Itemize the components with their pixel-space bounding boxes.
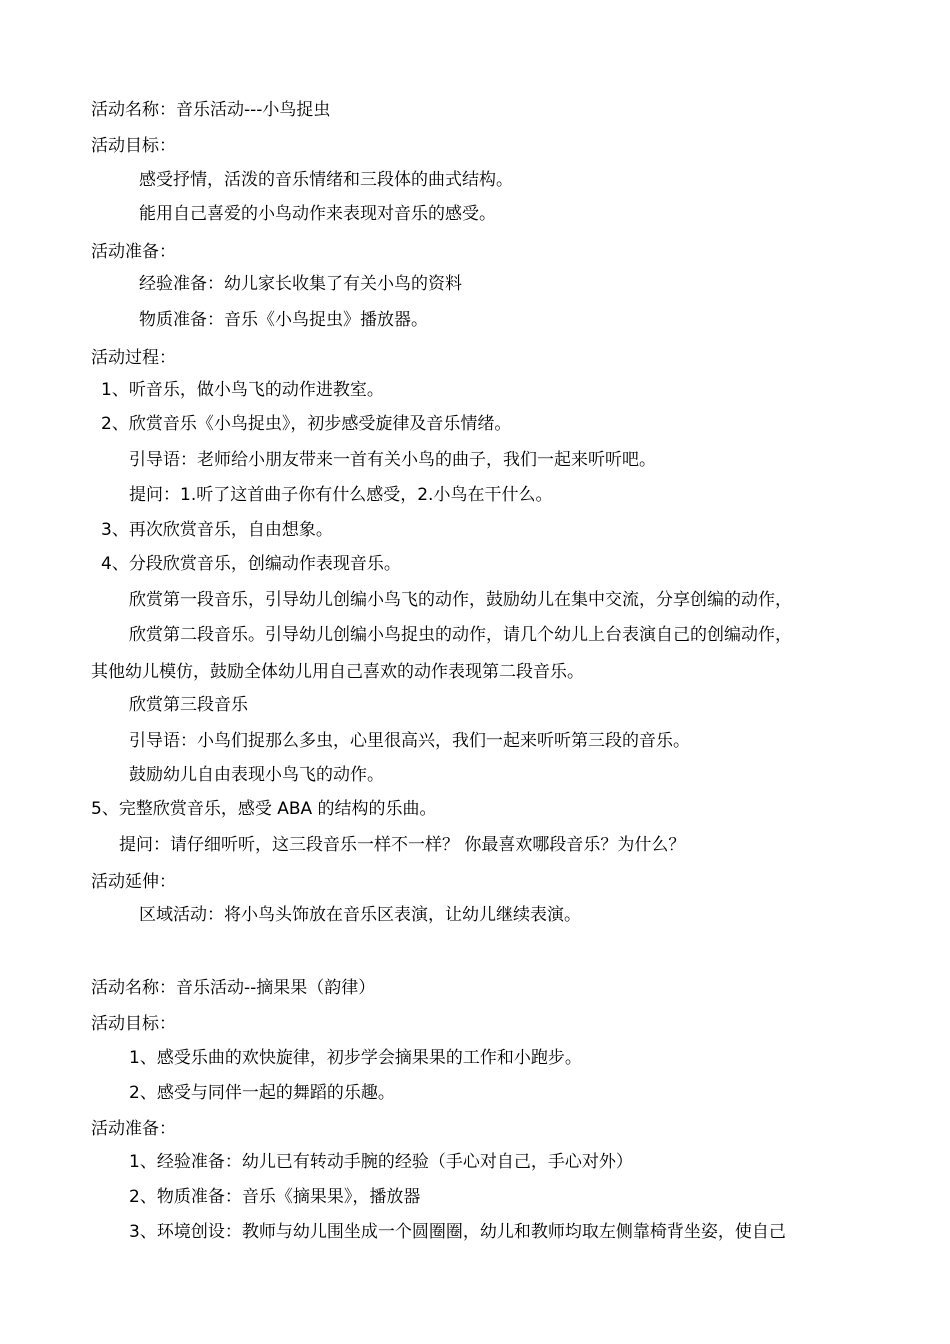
lesson1-process-step: 欣赏第三段音乐: [129, 695, 248, 715]
lesson1-extension-heading: 活动延伸：: [91, 872, 176, 892]
lesson2-prep-item: 1、经验准备：幼儿已有转动手腕的经验（手心对自己，手心对外）: [129, 1152, 633, 1172]
lesson1-prep-item: 经验准备：幼儿家长收集了有关小鸟的资料: [139, 274, 462, 294]
lesson1-process-step: 欣赏第一段音乐，引导幼儿创编小鸟飞的动作，鼓励幼儿在集中交流，分享创编的动作，: [129, 590, 792, 610]
lesson1-process-heading: 活动过程：: [91, 348, 176, 368]
lesson1-process-step: 鼓励幼儿自由表现小鸟飞的动作。: [129, 765, 384, 785]
lesson2-goals-heading: 活动目标：: [91, 1014, 176, 1034]
lesson1-extension-item: 区域活动：将小鸟头饰放在音乐区表演，让幼儿继续表演。: [139, 905, 581, 925]
lesson1-process-step: 3、再次欣赏音乐，自由想象。: [101, 520, 333, 540]
lesson1-title: 活动名称：音乐活动---小鸟捉虫: [91, 100, 331, 120]
lesson1-process-step: 4、分段欣赏音乐，创编动作表现音乐。: [101, 554, 401, 574]
lesson2-prep-item: 3、环境创设：教师与幼儿围坐成一个圆圈圈，幼儿和教师均取左侧靠椅背坐姿，使自己: [129, 1222, 786, 1242]
lesson1-process-step: 1、听音乐，做小鸟飞的动作进教室。: [101, 380, 384, 400]
lesson2-prep-item: 2、物质准备：音乐《摘果果》，播放器: [129, 1187, 421, 1207]
lesson2-goal-item: 1、感受乐曲的欢快旋律，初步学会摘果果的工作和小跑步。: [129, 1048, 582, 1068]
lesson1-prep-heading: 活动准备：: [91, 242, 176, 262]
lesson2-title: 活动名称：音乐活动--摘果果（韵律）: [91, 978, 376, 998]
lesson1-process-step: 其他幼儿模仿，鼓励全体幼儿用自己喜欢的动作表现第二段音乐。: [91, 662, 584, 682]
lesson2-goal-item: 2、感受与同伴一起的舞蹈的乐趣。: [129, 1083, 395, 1103]
lesson1-prep-item: 物质准备：音乐《小鸟捉虫》播放器。: [139, 310, 428, 330]
lesson1-process-step: 2、欣赏音乐《小鸟捉虫》，初步感受旋律及音乐情绪。: [101, 414, 512, 434]
lesson1-goal-item: 感受抒情，活泼的音乐情绪和三段体的曲式结构。: [139, 170, 513, 190]
lesson1-process-step: 提问：1.听了这首曲子你有什么感受，2.小鸟在干什么。: [129, 485, 553, 505]
lesson1-goals-heading: 活动目标：: [91, 136, 176, 156]
lesson1-goal-item: 能用自己喜爱的小鸟动作来表现对音乐的感受。: [139, 204, 496, 224]
lesson1-process-step: 5、完整欣赏音乐，感受 ABA 的结构的乐曲。: [91, 799, 437, 819]
lesson1-process-step: 引导语：小鸟们捉那么多虫，心里很高兴，我们一起来听听第三段的音乐。: [129, 731, 690, 751]
lesson1-process-step: 提问：请仔细听听，这三段音乐一样不一样？ 你最喜欢哪段音乐？为什么？: [119, 835, 686, 855]
lesson2-prep-heading: 活动准备：: [91, 1119, 176, 1139]
lesson1-process-step: 欣赏第二段音乐。引导幼儿创编小鸟捉虫的动作，请几个幼儿上台表演自己的创编动作，: [129, 625, 792, 645]
lesson1-process-step: 引导语：老师给小朋友带来一首有关小鸟的曲子，我们一起来听听吧。: [129, 450, 656, 470]
